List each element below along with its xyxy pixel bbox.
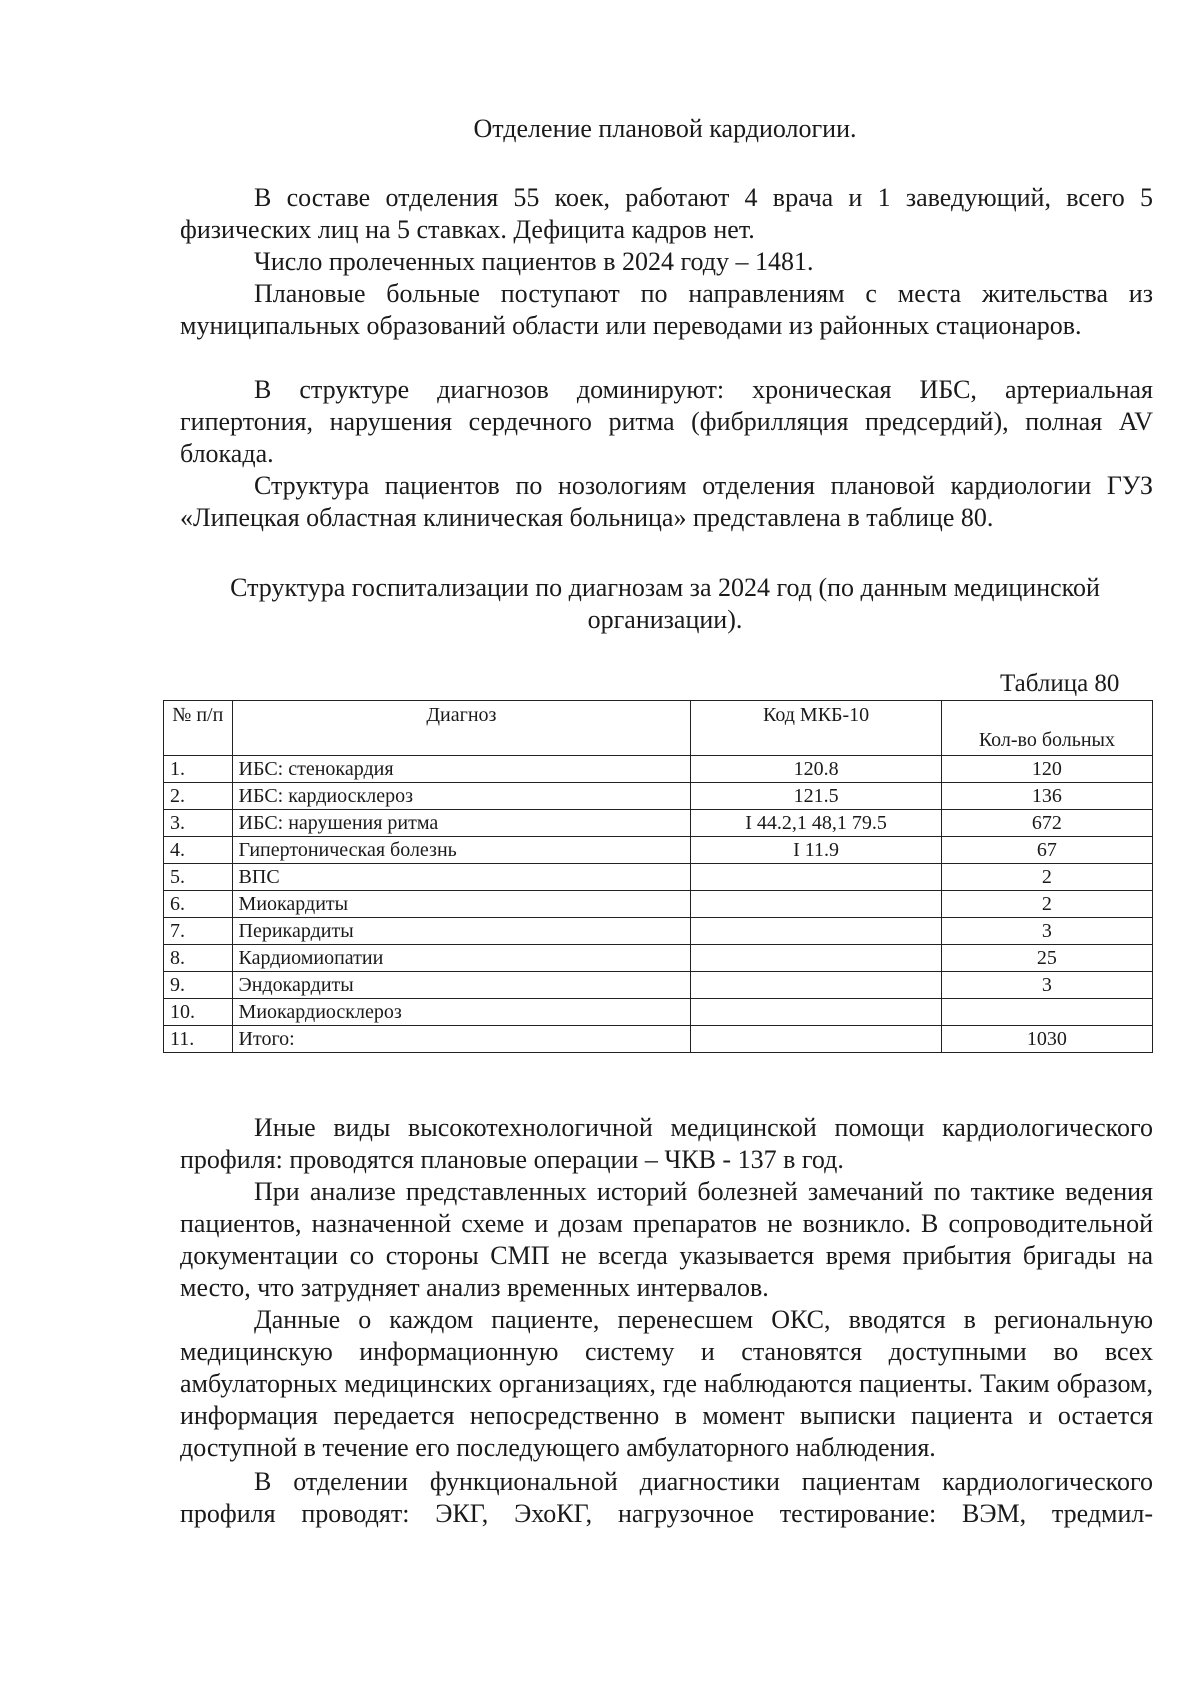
table-row [164, 756, 1153, 783]
row-diagnosis: Кардиомиопатии [232, 945, 691, 972]
table-row [164, 810, 1153, 837]
row-num: 7. [164, 918, 233, 945]
paragraph-registry [180, 1304, 1153, 1464]
paragraph-text: В отделении функциональной диагностики пациентам кардиологического профиля проводят: ЭКГ, ЭхоКГ, нагрузочное тестирование: ВЭМ, тредмил- [180, 1467, 1153, 1528]
paragraph-text: Иные виды высокотехнологичной медицинской помощи кардиологического профиля: проводятся плановые операции – ЧКВ - 137 в год. [180, 1113, 1153, 1174]
row-count: 2 [941, 864, 1152, 891]
row-diagnosis: Миокардиосклероз [232, 999, 691, 1026]
paragraph-structure [180, 470, 1153, 534]
row-num: 10. [164, 999, 233, 1026]
paragraph-text: Структура пациентов по нозологиям отделения плановой кардиологии ГУЗ «Липецкая областная клиническая больница» представлена в таблице 80. [180, 471, 1153, 532]
row-diagnosis: Итого: [232, 1026, 691, 1053]
row-num: 11. [164, 1026, 233, 1053]
row-diagnosis: Миокардиты [232, 891, 691, 918]
table-header-row [164, 701, 1153, 756]
header-code: Код МКБ-10 [691, 701, 942, 756]
row-code: I 11.9 [691, 837, 942, 864]
row-num: 9. [164, 972, 233, 999]
row-count: 3 [941, 918, 1152, 945]
row-code [691, 864, 942, 891]
table-caption: Структура госпитализации по диагнозам за 2024 год (по данным медицинской организации). [230, 573, 1100, 634]
row-diagnosis: Эндокардиты [232, 972, 691, 999]
table-row [164, 972, 1153, 999]
row-count: 136 [941, 783, 1152, 810]
table-row [164, 999, 1153, 1026]
table-row [164, 918, 1153, 945]
table-label: Таблица 80 [1000, 670, 1120, 697]
diagnosis-table [163, 700, 1153, 1053]
page-title: Отделение плановой кардиологии. [473, 114, 857, 143]
header-num: № п/п [164, 701, 233, 756]
paragraph-hightech [180, 1112, 1153, 1176]
row-code: 120.8 [691, 756, 942, 783]
row-num: 4. [164, 837, 233, 864]
table-row [164, 864, 1153, 891]
row-diagnosis: Перикардиты [232, 918, 691, 945]
row-diagnosis: ВПС [232, 864, 691, 891]
row-count: 120 [941, 756, 1152, 783]
row-code: 121.5 [691, 783, 942, 810]
row-num: 3. [164, 810, 233, 837]
row-num: 6. [164, 891, 233, 918]
paragraph-text: В составе отделения 55 коек, работают 4 врача и 1 заведующий, всего 5 физических лиц на 5 ставках. Дефицита кадров нет. [180, 183, 1153, 244]
row-count: 67 [941, 837, 1152, 864]
paragraph-staff [180, 182, 1153, 246]
row-code [691, 918, 942, 945]
table-row [164, 945, 1153, 972]
row-count [941, 999, 1152, 1026]
row-num: 1. [164, 756, 233, 783]
row-count: 25 [941, 945, 1152, 972]
paragraph-diagnostics [180, 1466, 1153, 1530]
paragraph-text: Плановые больные поступают по направлениям с места жительства из муниципальных образований области или переводами из районных стационаров. [180, 279, 1153, 340]
paragraph-admission [180, 278, 1153, 342]
row-code [691, 999, 942, 1026]
row-count: 3 [941, 972, 1152, 999]
paragraph-patients-count [180, 246, 1153, 278]
table-row-total [164, 1026, 1153, 1053]
row-count: 1030 [941, 1026, 1152, 1053]
row-count: 672 [941, 810, 1152, 837]
row-count: 2 [941, 891, 1152, 918]
row-code [691, 1026, 942, 1053]
row-code: I 44.2,1 48,1 79.5 [691, 810, 942, 837]
header-diagnosis: Диагноз [232, 701, 691, 756]
header-count: Кол-во больных [941, 701, 1152, 756]
paragraph-analysis [180, 1176, 1153, 1304]
row-code [691, 945, 942, 972]
paragraph-text: Данные о каждом пациенте, перенесшем ОКС, вводятся в региональную медицинскую информационную систему и становятся доступными во всех амбулаторных медицинских организациях, где наблюдаются пациенты. Таким образом, информация передается непосредственно в момент выписки пациента и остается доступной в течение его последующего амбулаторного наблюдения. [180, 1305, 1153, 1462]
paragraph-diagnoses [180, 374, 1153, 470]
table-row [164, 891, 1153, 918]
paragraph-text: Число пролеченных пациентов в 2024 году – 1481. [254, 247, 814, 276]
paragraph-text: В структуре диагнозов доминируют: хроническая ИБС, артериальная гипертония, нарушения сердечного ритма (фибрилляция предсердий), полная AV блокада. [180, 375, 1153, 468]
row-diagnosis: ИБС: нарушения ритма [232, 810, 691, 837]
paragraph-text: При анализе представленных историй болезней замечаний по тактике ведения пациентов, назначенной схеме и дозам препаратов не возникло. В сопроводительной документации со стороны СМП не всегда указывается время прибытия бригады на место, что затрудняет анализ временных интервалов. [180, 1177, 1153, 1302]
row-num: 2. [164, 783, 233, 810]
table-row [164, 837, 1153, 864]
row-num: 5. [164, 864, 233, 891]
row-diagnosis: Гипертоническая болезнь [232, 837, 691, 864]
row-diagnosis: ИБС: кардиосклероз [232, 783, 691, 810]
row-num: 8. [164, 945, 233, 972]
row-diagnosis: ИБС: стенокардия [232, 756, 691, 783]
row-code [691, 972, 942, 999]
table-row [164, 783, 1153, 810]
row-code [691, 891, 942, 918]
